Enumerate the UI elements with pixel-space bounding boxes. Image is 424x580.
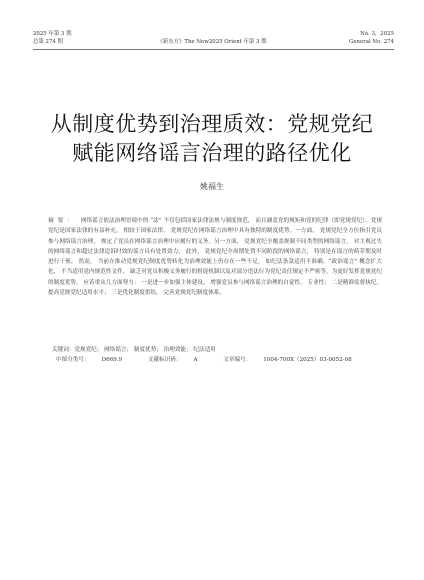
author-name: 姚福生 bbox=[200, 182, 224, 191]
title-line-1: 从制度优势到治理质效：党规党纪 bbox=[50, 112, 374, 136]
abstract bbox=[48, 216, 382, 298]
abstract-text: 网络谣言依法治理语境中的 “法” 不仅包括国家法律法规与制度规范， 而且涵盖党的规矩和党的纪律（即党规党纪）。党规党纪是国家法律的有益补充， 相较于国家法律， 党规党纪在网络谣言治理中具有独特的制度优势。一方面， 党规党纪全方位指引党员参与网络谣言治理， 规定了党员在网络谣言治理中应履行的义务。另一方面， 党规党纪全覆盖规制不同类型的网络谣言， 对主观过失的网络谣言和超过法律追诉时效的谣言具有处置效力。 此外， 党规党纪全周期处置不同阶段的网络谣言， 特别是在谣言的萌芽期及时进行干预。 然而， 当前在推动党规党纪制度优势转化为治理效能上仍存在一些不足， 如纪法条款适用不准确、“政治谣言” 概念扩大化、 不当适用党内规范性文件、 缺乏对党员积极义务履行的督促机制以及对部分违法行为党纪责任规定不严密等。为更好发挥党规党纪的制度优势， 应着重从几方面努力： 一是进一步加强主体建设， 增强党员参与网络谣言治理的自觉性、 专业性； 二是精准监督执纪， 提高党规党纪适用水平； 三是优化制度供给， 完善党规党纪制度体系。 bbox=[48, 218, 382, 297]
classification-line bbox=[56, 355, 390, 365]
clc-label: 中图分类号： bbox=[56, 357, 90, 363]
clc-value: D669.9 bbox=[101, 357, 123, 363]
keywords-label: 关键词： bbox=[52, 347, 75, 353]
article-number-label: 文章编号： bbox=[223, 357, 252, 363]
abstract-label: 摘要： bbox=[48, 218, 77, 224]
header-rule bbox=[33, 49, 394, 50]
journal-issue-right bbox=[349, 30, 394, 46]
issue-year-number: 2025 年第 3 期 bbox=[33, 31, 72, 37]
issue-total-number: 总第 274 期 bbox=[33, 39, 63, 45]
article-title bbox=[0, 110, 424, 168]
keywords-text: 党规党纪； 网络谣言； 制度优势； 治理效能； 纪法适用 bbox=[74, 347, 216, 353]
general-number-en: General No. 274 bbox=[349, 39, 394, 45]
document-code bbox=[148, 357, 210, 363]
document-code-value: A bbox=[193, 357, 198, 363]
document-code-label: 文献标识码： bbox=[147, 357, 182, 363]
journal-running-head: 《新东方》The New2025 Orient 年第 3 期 bbox=[157, 39, 267, 45]
article-number bbox=[223, 357, 363, 363]
article-number-value: 1004-700X（2025）03-0052-08 bbox=[263, 357, 352, 363]
clc-code bbox=[56, 357, 134, 363]
issue-number-en: No. 3，2025 bbox=[360, 31, 394, 37]
keywords bbox=[52, 345, 386, 355]
title-line-2: 赋能网络谣言治理的路径优化 bbox=[72, 141, 352, 165]
